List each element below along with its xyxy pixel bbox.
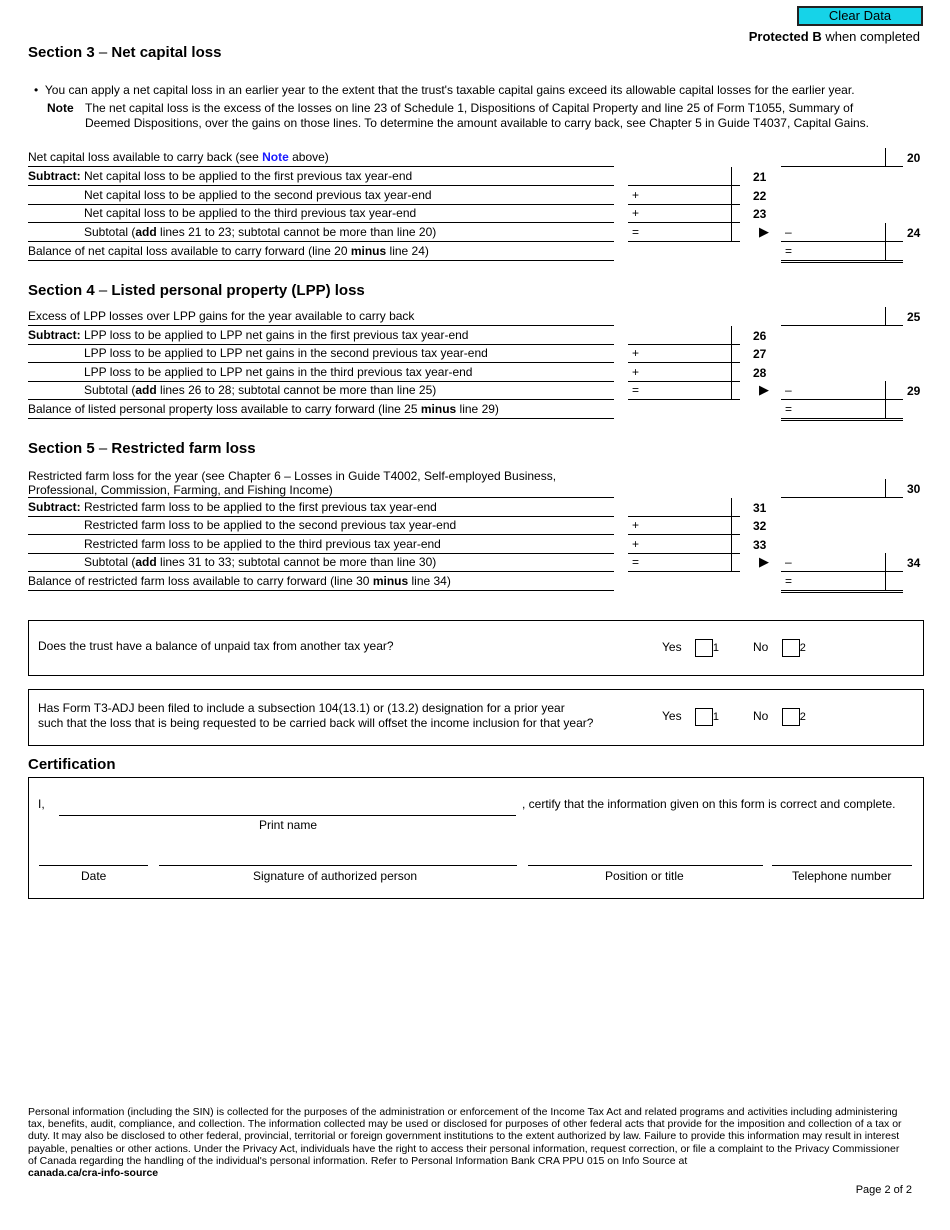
operator-sign: + [632, 206, 640, 220]
question-text-1: Has Form T3-ADJ been filed to include a subsection 104(13.1) or (13.2) designation for a prior year [38, 701, 565, 715]
line-number: 25 [907, 310, 921, 324]
section-name: Listed personal property (LPP) loss [111, 282, 365, 299]
description-text [28, 225, 436, 239]
line-row [0, 535, 950, 554]
protected-b: Protected B [748, 29, 822, 44]
bullet-body: You can apply a net capital loss in an earlier year to the extent that the trust's taxable capital gains exceed its allowable capital losses for the earlier year. [44, 83, 855, 97]
total-field-line-24[interactable] [781, 223, 903, 242]
amount-field-line-32[interactable] [628, 516, 740, 535]
section-number: Section 4 [28, 282, 95, 299]
description-text [28, 169, 412, 183]
info-source-link[interactable]: canada.ca/cra-info-source [28, 1167, 159, 1180]
line-description [28, 148, 614, 167]
field-divider [731, 535, 732, 554]
arrow-right-icon: ▶ [759, 382, 769, 397]
note-line-2: Deemed Dispositions, over the gains on those lines. To determine the amount available to carry back, see Chapter 5 in Guide T4037, Capital Gains. [85, 116, 869, 130]
text: above) [288, 150, 329, 164]
text: Net capital loss available to carry back (see [28, 150, 263, 164]
line-description [28, 186, 614, 205]
no-label: No [753, 640, 769, 655]
description-text [28, 346, 488, 360]
section-number: Section 5 [28, 440, 95, 457]
description-text [28, 402, 499, 416]
note-line-1: The net capital loss is the excess of the losses on line 23 of Schedule 1, Dispositions of Capital Property and line 25 of Form T1055, Summary of [85, 101, 854, 115]
bold-text: minus [372, 574, 409, 588]
certification-box [28, 777, 924, 899]
line-number: 27 [753, 347, 767, 361]
yes-option [662, 708, 719, 726]
line-row [0, 516, 950, 535]
line-description [28, 465, 614, 498]
line-description [28, 242, 614, 261]
field-divider [885, 148, 886, 167]
description-text [28, 206, 416, 220]
operator-sign: – [785, 383, 792, 397]
line-row [0, 344, 950, 363]
text: Net capital loss to be applied to the second previous tax year-end [84, 188, 432, 202]
date-label: Date [81, 869, 107, 883]
total-field[interactable] [781, 242, 903, 263]
text: Balance of restricted farm loss available to carry forward (line 30 [28, 574, 373, 588]
line-description [28, 204, 614, 223]
description-text [28, 188, 432, 202]
bullet-text: • You can apply a net capital loss in an earlier year to the extent that the trust's taxable capital gains exceed its allowable capital losses for the earlier year. [34, 83, 855, 97]
description-text [28, 537, 441, 551]
operator-sign: – [785, 555, 792, 569]
field-divider [731, 498, 732, 517]
signature-label: Signature of authorized person [253, 869, 418, 883]
line-description [28, 363, 614, 382]
section-5-title [28, 440, 256, 457]
line-number: 28 [753, 366, 767, 380]
operator-sign: = [632, 555, 640, 569]
protected-suffix: when completed [821, 29, 920, 44]
line-row [0, 148, 950, 167]
no-checkbox[interactable] [782, 708, 800, 726]
text: lines 21 to 23; subtotal cannot be more than line 20) [156, 225, 437, 239]
line-description [28, 326, 614, 345]
line-row [0, 167, 950, 186]
no-option [753, 708, 806, 726]
line-number: 30 [907, 482, 921, 496]
description-text [28, 555, 436, 569]
amount-field-line-24[interactable] [628, 223, 740, 242]
bold-text: Subtract: [28, 328, 81, 342]
description-text [28, 309, 414, 323]
amount-field-line-21[interactable] [628, 167, 740, 186]
line-number: 32 [753, 519, 767, 533]
position-field[interactable] [528, 865, 763, 866]
line-number: 34 [907, 556, 921, 570]
amount-field-line-23[interactable] [628, 204, 740, 223]
field-divider [731, 553, 732, 572]
operator-sign: + [632, 537, 640, 551]
amount-field-line-33[interactable] [628, 535, 740, 554]
field-divider [731, 363, 732, 382]
line-description [28, 572, 614, 591]
text: Net capital loss to be applied to the third previous tax year-end [84, 206, 417, 220]
yes-label: Yes [662, 640, 682, 655]
operator-sign: = [785, 244, 793, 258]
no-label: No [753, 709, 769, 724]
description-text [28, 244, 429, 258]
line-description [28, 400, 614, 419]
yes-label: Yes [662, 709, 682, 724]
dash: – [94, 44, 112, 61]
operator-sign: = [785, 574, 793, 588]
text: Subtotal ( [84, 555, 136, 569]
position-label: Position or title [605, 869, 684, 883]
line-row [0, 223, 950, 242]
field-divider [731, 381, 732, 400]
field-divider [731, 516, 732, 535]
field-divider [885, 479, 886, 498]
line-row [0, 381, 950, 400]
question-text-2: such that the loss that is being requested to be carried back will offset the income inclusion for that year? [38, 716, 594, 730]
line-number: 22 [753, 189, 767, 203]
text: line 29) [456, 402, 499, 416]
line-number: 26 [753, 329, 767, 343]
no-code: 2 [799, 711, 806, 724]
description-text [28, 574, 451, 588]
protected-b-label [749, 29, 920, 44]
operator-sign: + [632, 346, 640, 360]
operator-sign: + [632, 365, 640, 379]
text: lines 31 to 33; subtotal cannot be more than line 30) [156, 555, 437, 569]
field-divider [731, 204, 732, 223]
bold-text: Subtract: [28, 500, 81, 514]
bold-text: Subtract: [28, 169, 81, 183]
certify-text: , certify that the information given on this form is correct and complete. [522, 797, 896, 811]
no-checkbox[interactable] [782, 639, 800, 657]
amount-field-line-34[interactable] [628, 553, 740, 572]
print-name-label: Print name [259, 818, 318, 832]
line-row [0, 326, 950, 345]
text: Balance of net capital loss available to carry forward (line 20 [28, 244, 351, 258]
telephone-field[interactable] [772, 865, 912, 866]
yes-checkbox[interactable] [695, 639, 713, 657]
line-number: 31 [753, 501, 767, 515]
text: LPP loss to be applied to LPP net gains in the second previous tax year-end [84, 346, 488, 360]
section-3-title [28, 44, 221, 61]
line-description [28, 223, 614, 242]
line-row [0, 469, 950, 498]
bold-text: add [135, 555, 157, 569]
line-number: 29 [907, 384, 921, 398]
description-text [28, 500, 437, 514]
line-row [0, 498, 950, 517]
operator-sign: = [632, 225, 640, 239]
privacy-text: Personal information (including the SIN) is collected for the purposes of the administration or enforcement of the Income Tax Act and related programs and activities including administering tax, benefits, audit, compliance, and collection. The information collected may be used or disclosed for purposes of other federal acts that provide for the imposition and collection of a tax or duty. It may also be disclosed to other federal, provincial, territorial or foreign government institutions to the extent authorized by law. Failure to provide this information may result in interest payable, penalties or other actions. Under the Privacy Act, individuals have the right to access their personal information, request correction, or file a complaint to the Privacy Commissioner of Canada regarding the handling of the individual's personal information. Refer to Personal Information Bank CRA PPU 015 on Info Source at [28, 1106, 902, 1167]
yes-code: 1 [712, 711, 720, 724]
total-field-line-20[interactable] [781, 148, 903, 167]
dash: – [94, 282, 112, 299]
line-number: 33 [753, 538, 767, 552]
description-text [28, 150, 329, 164]
line-description [28, 344, 614, 363]
text: line 34) [408, 574, 451, 588]
amount-field-line-26[interactable] [628, 326, 740, 345]
line-row [0, 186, 950, 205]
section-name: Net capital loss [111, 44, 222, 61]
signature-field[interactable] [159, 865, 517, 866]
line-row [0, 572, 950, 591]
operator-sign: = [632, 383, 640, 397]
line-number: 24 [907, 226, 921, 240]
arrow-right-icon: ▶ [759, 554, 769, 569]
description-text [28, 365, 472, 379]
amount-field-line-31[interactable] [628, 498, 740, 517]
line-description [28, 307, 614, 326]
field-divider [885, 242, 886, 261]
line-number: 21 [753, 170, 767, 184]
text: Restricted farm loss to be applied to the second previous tax year-end [84, 518, 457, 532]
text: Subtotal ( [84, 225, 136, 239]
line-description [28, 553, 614, 572]
bold-text: add [135, 225, 157, 239]
yes-checkbox[interactable] [695, 708, 713, 726]
no-option [753, 639, 806, 657]
page-number: Page 2 of 2 [855, 1184, 912, 1196]
note-label: Note [47, 101, 74, 115]
line-row [0, 400, 950, 419]
bold-text: minus [350, 244, 387, 258]
operator-sign: = [785, 402, 793, 416]
privacy-notice [28, 1106, 902, 1179]
total-field[interactable] [781, 400, 903, 421]
bold-text: minus [420, 402, 457, 416]
description-text [28, 518, 456, 532]
description-text [28, 328, 468, 342]
operator-sign: + [632, 188, 640, 202]
field-divider [731, 186, 732, 205]
total-field-line-30[interactable] [781, 479, 903, 498]
yes-code: 1 [712, 642, 720, 655]
line-row [0, 204, 950, 223]
field-divider [885, 223, 886, 242]
amount-field-line-29[interactable] [628, 381, 740, 400]
field-divider [731, 326, 732, 345]
certification-title: Certification [28, 756, 116, 773]
total-field-line-34[interactable] [781, 553, 903, 572]
line-number: 23 [753, 207, 767, 221]
section-number: Section 3 [28, 44, 95, 61]
line-description [28, 516, 614, 535]
i-label: I, [38, 797, 45, 811]
section-4-title [28, 282, 365, 299]
line-description [28, 167, 614, 186]
question-text: Does the trust have a balance of unpaid tax from another tax year? [38, 639, 394, 653]
arrow-right-icon: ▶ [759, 224, 769, 239]
line-number: 20 [907, 151, 921, 165]
bold-text: add [135, 383, 157, 397]
no-code: 2 [799, 642, 806, 655]
total-field-line-25[interactable] [781, 307, 903, 326]
section-name: Restricted farm loss [111, 440, 256, 457]
field-divider [885, 553, 886, 572]
telephone-label: Telephone number [792, 869, 892, 883]
dash: – [94, 440, 112, 457]
field-divider [731, 344, 732, 363]
text: Restricted farm loss to be applied to the first previous tax year-end [80, 500, 437, 514]
operator-sign: – [785, 225, 792, 239]
text: line 24) [386, 244, 429, 258]
amount-field-line-22[interactable] [628, 186, 740, 205]
line-row [0, 307, 950, 326]
line-row [0, 363, 950, 382]
operator-sign: + [632, 518, 640, 532]
question-unpaid-tax [28, 620, 924, 676]
text: LPP loss to be applied to LPP net gains in the first previous tax year-end [80, 328, 469, 342]
field-divider [885, 307, 886, 326]
amount-field-line-27[interactable] [628, 344, 740, 363]
description-text [28, 469, 614, 497]
clear-data-button[interactable]: Clear Data [797, 6, 923, 26]
total-field-line-29[interactable] [781, 381, 903, 400]
field-divider [731, 167, 732, 186]
line-description [28, 381, 614, 400]
note-link[interactable]: Note [262, 150, 289, 164]
text: Restricted farm loss for the year (see Chapter 6 – Losses in Guide T4002, Self-employed Business, Professional, Commission, Farming, and Fishing Income) [28, 469, 557, 497]
text: LPP loss to be applied to LPP net gains in the third previous tax year-end [84, 365, 473, 379]
text: Excess of LPP losses over LPP gains for the year available to carry back [28, 309, 415, 323]
line-row [0, 242, 950, 261]
text: Balance of listed personal property loss available to carry forward (line 25 [28, 402, 421, 416]
line-description [28, 535, 614, 554]
total-field[interactable] [781, 572, 903, 593]
text: Restricted farm loss to be applied to the third previous tax year-end [84, 537, 441, 551]
yes-option [662, 639, 719, 657]
question-t3-adj [28, 689, 924, 746]
amount-field-line-28[interactable] [628, 363, 740, 382]
text: lines 26 to 28; subtotal cannot be more than line 25) [156, 383, 437, 397]
line-row [0, 553, 950, 572]
date-field[interactable] [39, 865, 148, 866]
print-name-field[interactable] [59, 815, 516, 816]
text: Net capital loss to be applied to the first previous tax year-end [80, 169, 413, 183]
text: Subtotal ( [84, 383, 136, 397]
line-description [28, 498, 614, 517]
field-divider [885, 400, 886, 419]
field-divider [731, 223, 732, 242]
field-divider [885, 381, 886, 400]
field-divider [885, 572, 886, 591]
description-text [28, 383, 436, 397]
